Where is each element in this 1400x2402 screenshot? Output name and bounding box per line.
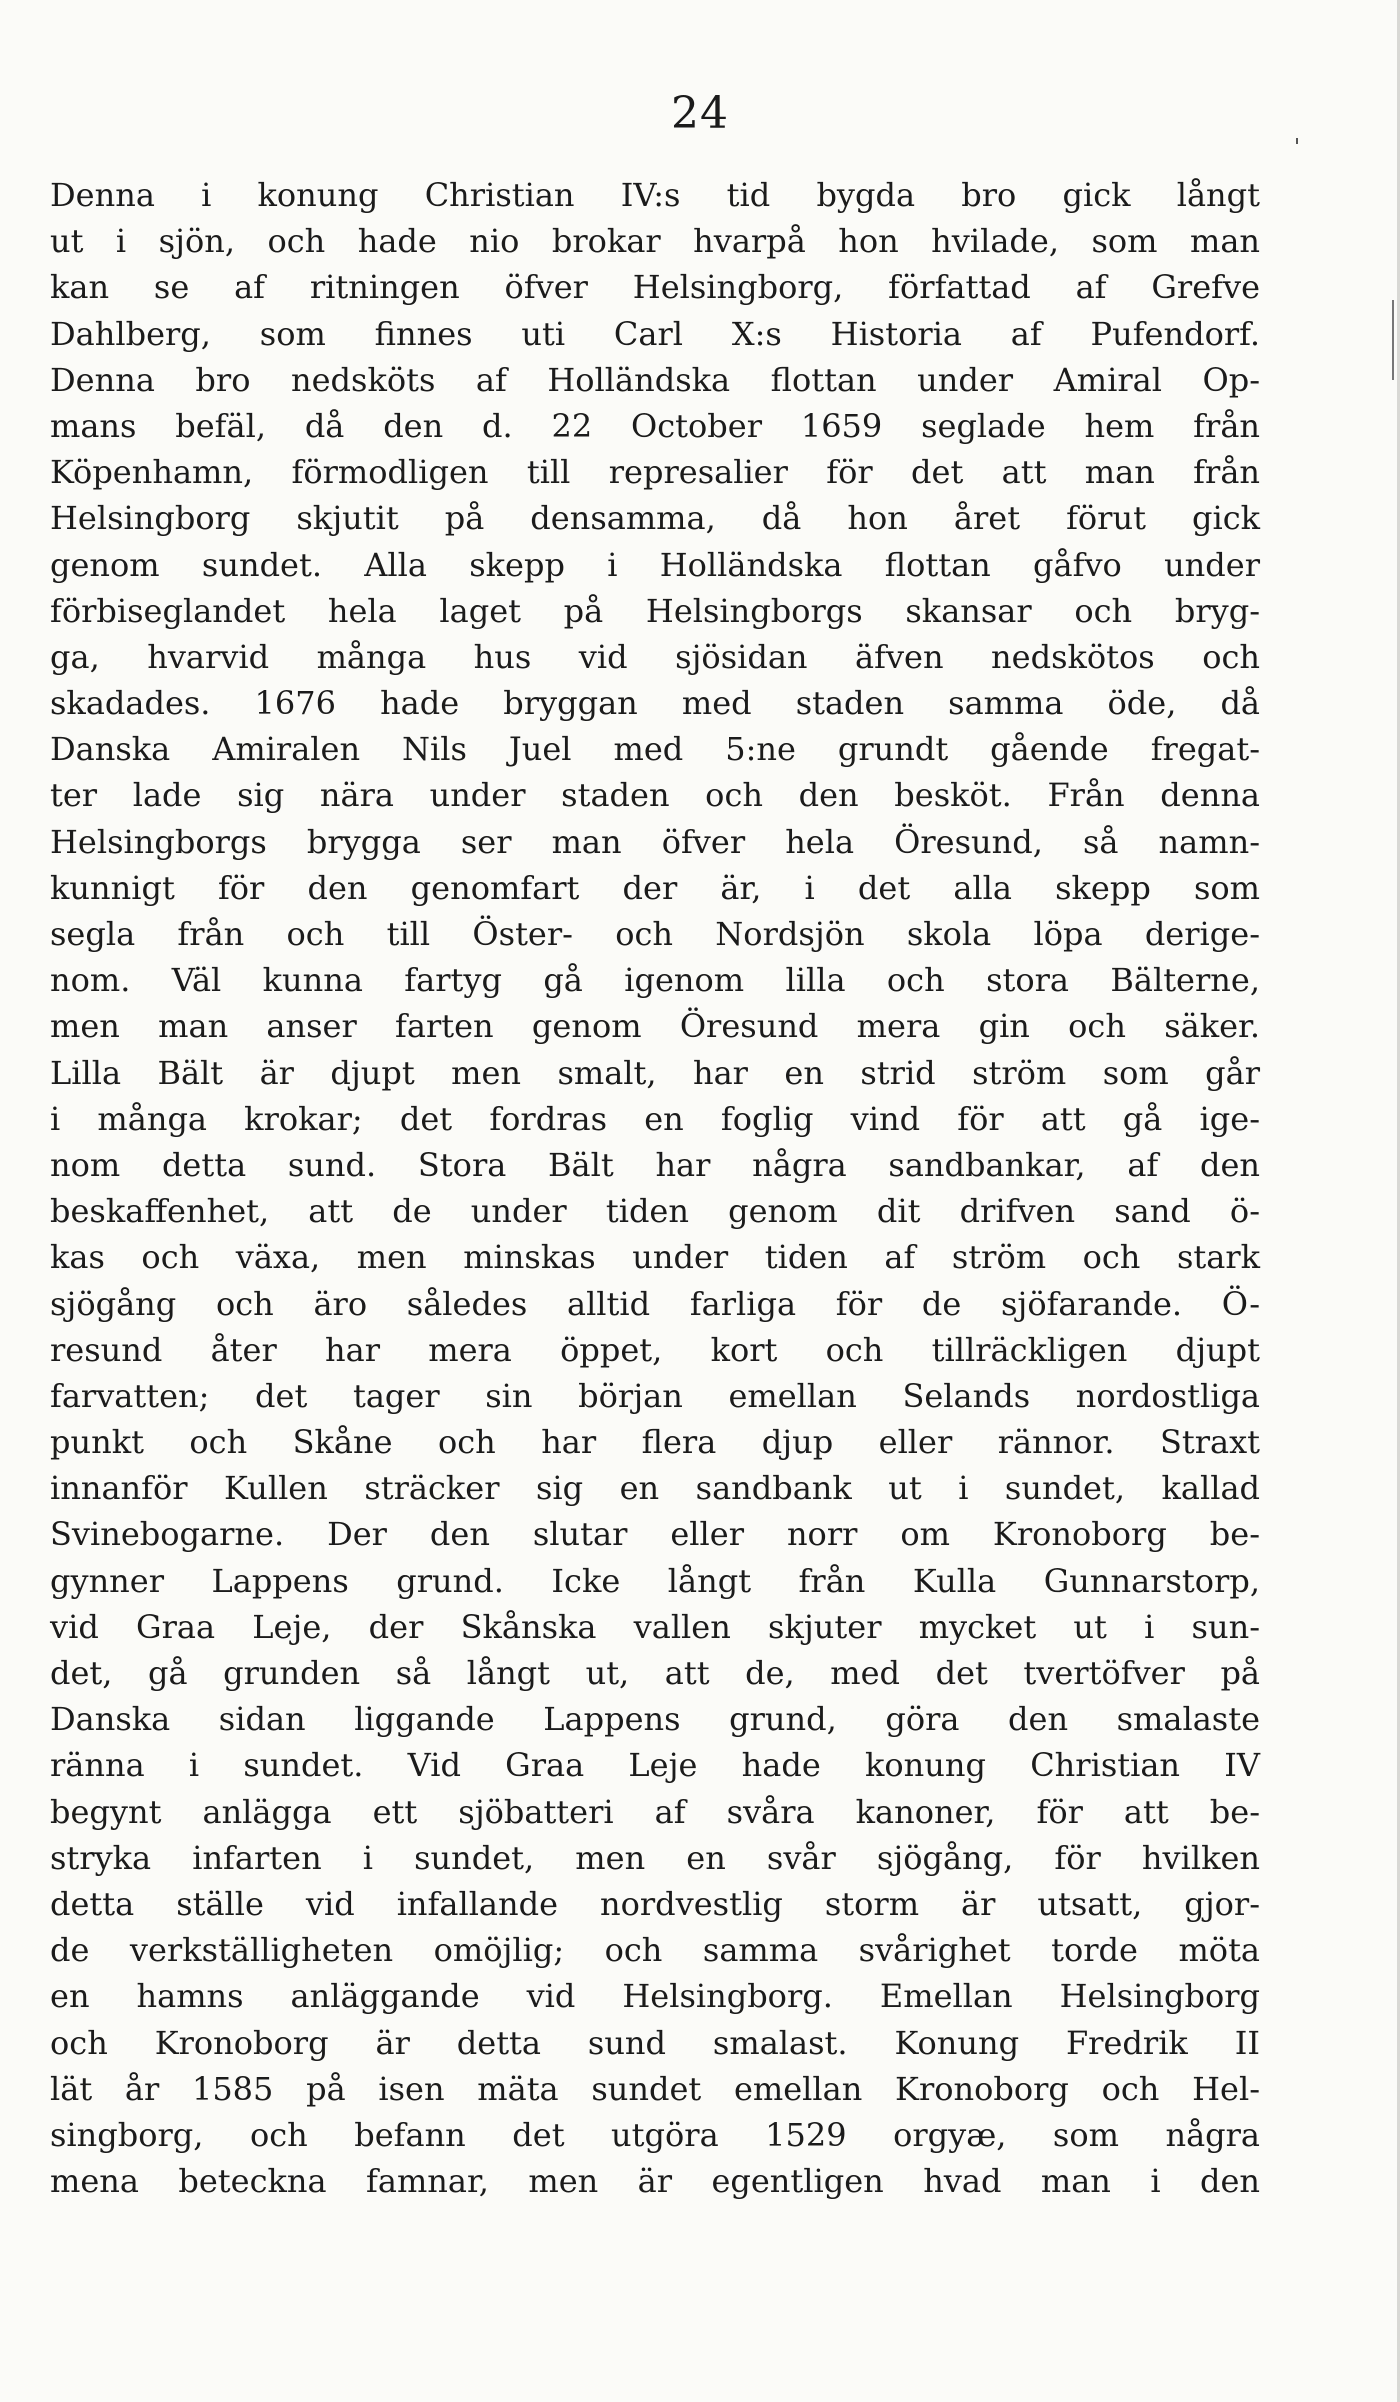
page-number: 24 (671, 88, 729, 139)
text-line: Helsingborg skjutit på densamma, då hon året förut gick (50, 499, 1260, 538)
text-line: gynner Lappens grund. Icke långt från Kulla Gunnarstorp, (50, 1561, 1260, 1600)
text-line: Lilla Bält är djupt men smalt, har en strid ström som går (50, 1053, 1260, 1092)
text-line: beskaffenhet, att de under tiden genom dit drifven sand ö- (50, 1192, 1260, 1231)
text-line: de verkställigheten omöjlig; och samma svårighet torde möta (50, 1931, 1260, 1970)
text-line: lät år 1585 på isen mäta sundet emellan Kronoborg och Hel- (50, 2069, 1260, 2108)
text-line: Denna bro nedsköts af Holländska flottan under Amiral Op- (50, 360, 1260, 399)
text-line: punkt och Skåne och har flera djup eller rännor. Straxt (50, 1423, 1260, 1462)
text-line: ter lade sig nära under staden och den besköt. Från denna (50, 776, 1260, 815)
text-line: Svinebogarne. Der den slutar eller norr om Kronoborg be- (50, 1515, 1260, 1554)
scan-mark (1296, 138, 1298, 144)
text-line: förbiseglandet hela laget på Helsingborgs skansar och bryg- (50, 591, 1260, 630)
text-line: mans befäl, då den d. 22 October 1659 seglade hem från (50, 406, 1260, 445)
text-line: skadades. 1676 hade bryggan med staden samma öde, då (50, 684, 1260, 723)
text-line: vid Graa Leje, der Skånska vallen skjuter mycket ut i sun- (50, 1607, 1260, 1646)
text-line: i många krokar; det fordras en foglig vind för att gå ige- (50, 1099, 1260, 1138)
text-line: kas och växa, men minskas under tiden af ström och stark (50, 1238, 1260, 1277)
text-line: det, gå grunden så långt ut, att de, med det tvertöfver på (50, 1654, 1260, 1692)
text-line: Denna i konung Christian IV:s tid bygda bro gick långt (50, 176, 1260, 214)
scan-mark (1392, 300, 1394, 380)
text-line: Dahlberg, som finnes uti Carl X:s Historia af Pufendorf. (50, 314, 1260, 353)
text-line: stryka infarten i sundet, men en svår sjögång, för hvilken (50, 1838, 1260, 1877)
text-line: Danska Amiralen Nils Juel med 5:ne grundt gående fregat- (50, 730, 1260, 769)
text-line: en hamns anläggande vid Helsingborg. Emellan Helsingborg (50, 1977, 1260, 2016)
text-line: och Kronoborg är detta sund smalast. Konung Fredrik II (50, 2023, 1260, 2062)
body-text (50, 172, 1260, 2204)
text-line: ga, hvarvid många hus vid sjösidan äfven nedskötos och (50, 637, 1260, 676)
text-line: segla från och till Öster- och Nordsjön skola löpa derige- (50, 915, 1260, 953)
text-line: nom detta sund. Stora Bält har några sandbankar, af den (50, 1145, 1260, 1184)
text-line: Danska sidan liggande Lappens grund, göra den smalaste (50, 1700, 1260, 1739)
text-line: begynt anlägga ett sjöbatteri af svåra kanoner, för att be- (50, 1792, 1260, 1831)
text-line: mena beteckna famnar, men är egentligen hvad man i den (50, 2162, 1260, 2201)
text-line: ränna i sundet. Vid Graa Leje hade konung Christian IV (50, 1746, 1260, 1785)
text-line: nom. Väl kunna fartyg gå igenom lilla och stora Bälterne, (50, 961, 1260, 1000)
text-line: men man anser farten genom Öresund mera gin och säker. (50, 1007, 1260, 1046)
text-line: Helsingborgs brygga ser man öfver hela Öresund, så namn- (50, 822, 1260, 861)
text-line: resund åter har mera öppet, kort och tillräckligen djupt (50, 1330, 1260, 1369)
text-line: genom sundet. Alla skepp i Holländska flottan gåfvo under (50, 545, 1260, 584)
text-line: singborg, och befann det utgöra 1529 orgyæ, som några (50, 2115, 1260, 2154)
text-line: detta ställe vid infallande nordvestlig storm är utsatt, gjor- (50, 1884, 1260, 1923)
text-line: ut i sjön, och hade nio brokar hvarpå hon hvilade, som man (50, 222, 1260, 261)
text-line: kan se af ritningen öfver Helsingborg, författad af Grefve (50, 268, 1260, 307)
text-line: Köpenhamn, förmodligen till represalier för det att man från (50, 453, 1260, 492)
text-line: farvatten; det tager sin början emellan Selands nordostliga (50, 1376, 1260, 1415)
text-line: innanför Kullen sträcker sig en sandbank ut i sundet, kallad (50, 1469, 1260, 1508)
text-line: kunnigt för den genomfart der är, i det alla skepp som (50, 868, 1260, 907)
text-line: sjögång och äro således alltid farliga för de sjöfarande. Ö- (50, 1284, 1260, 1323)
